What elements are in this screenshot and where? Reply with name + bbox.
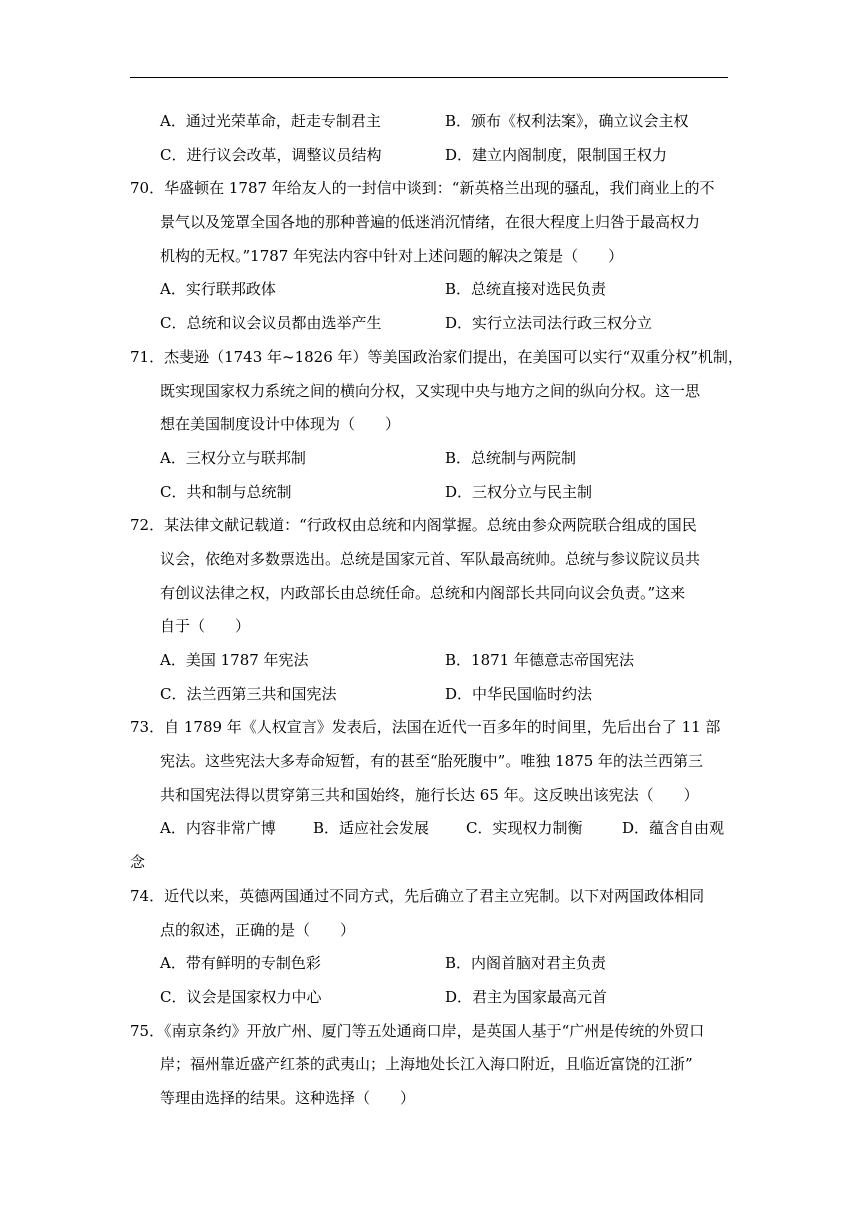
q72-stem-line: 有创议法律之权，内政部长由总统任命。总统和内阁部长共同向议会负责。”这来 (160, 583, 686, 602)
q74-option-d[interactable]: D．君主为国家最高元首 (445, 987, 608, 1006)
q74-option-a[interactable]: A．带有鲜明的专制色彩 (160, 954, 321, 973)
q70-option-d[interactable]: D．实行立法司法行政三权分立 (445, 314, 653, 333)
q73-stem-line: 共和国宪法得以贯穿第三共和国始终，施行长达 65 年。这反映出该宪法（ ） (160, 785, 699, 804)
q69-option-d[interactable]: D．建立内阁制度，限制国王权力 (445, 145, 668, 164)
q71-options-row-1 (130, 442, 730, 476)
q75-stem-line: 等理由选择的结果。这种选择（ ） (160, 1088, 416, 1107)
q73-stem-line: 73．自 1789 年《人权宣言》发表后，法国在近代一百多年的时间里，先后出台了 11 部 (130, 718, 721, 737)
q70-options-row-2 (130, 307, 730, 341)
q75-stem-line: 75．《南京条约》开放广州、厦门等五处通商口岸，是英国人基于“广州是传统的外贸口 (130, 1021, 705, 1040)
q72-option-b[interactable]: B．1871 年德意志帝国宪法 (445, 651, 634, 669)
q70-options-row-1 (130, 273, 730, 307)
q70-option-a[interactable]: A．实行联邦政体 (160, 280, 276, 299)
q73-option-c[interactable]: C．实现权力制衡 (466, 819, 583, 838)
q73-option-b[interactable]: B．适应社会发展 (313, 819, 430, 838)
q73-options-row (130, 812, 730, 846)
q74-options-row-1 (130, 947, 730, 981)
q69-option-c[interactable]: C．进行议会改革，调整议员结构 (160, 145, 382, 164)
exam-page-content (130, 105, 743, 1116)
q75-stem-line: 岸；福州靠近盛产红茶的武夷山；上海地处长江入海口附近，且临近富饶的江浙” (160, 1055, 693, 1074)
q73-option-d-wrap: 念 (130, 853, 146, 872)
question-72 (130, 509, 730, 711)
q71-option-b[interactable]: B．总统制与两院制 (445, 448, 577, 467)
q69-options-row-2 (130, 139, 730, 173)
q72-option-a[interactable]: A．美国 1787 年宪法 (160, 651, 309, 669)
question-75 (130, 1015, 730, 1116)
question-73 (130, 711, 730, 879)
q69-option-a[interactable]: A．通过光荣革命，赶走专制君主 (160, 112, 381, 130)
q73-option-d[interactable]: D．蕴含自由观 (622, 819, 725, 838)
question-74 (130, 880, 730, 1015)
q72-stem-line: 自于（ ） (160, 617, 251, 636)
q70-stem-line: 70．华盛顿在 1787 年给友人的一封信中谈到：“新英格兰出现的骚乱，我们商业上的不 (130, 179, 715, 198)
q70-option-c[interactable]: C．总统和议会议员都由选举产生 (160, 314, 382, 333)
q71-stem-line: 既实现国家权力系统之间的横向分权，又实现中央与地方之间的纵向分权。这一思 (160, 381, 701, 400)
q69-option-b[interactable]: B．颁布《权利法案》，确立议会主权 (445, 112, 689, 130)
q72-options-row-1 (130, 644, 730, 678)
q73-stem-line: 宪法。这些宪法大多寿命短暂，有的甚至“胎死腹中”。唯独 1875 年的法兰西第三 (160, 752, 704, 771)
question-70 (130, 172, 730, 340)
q73-option-a[interactable]: A．内容非常广博 (160, 819, 276, 838)
q70-stem-line: 机构的无权。”1787 年宪法内容中针对上述问题的解决之策是（ ） (160, 246, 624, 265)
q74-option-b[interactable]: B．内阁首脑对君主负责 (445, 954, 607, 973)
q71-stem-line: 想在美国制度设计中体现为（ ） (160, 415, 401, 434)
header-rule (130, 77, 728, 78)
q71-option-a[interactable]: A．三权分立与联邦制 (160, 448, 306, 467)
q69-options-row-1 (130, 105, 730, 139)
q70-option-b[interactable]: B．总统直接对选民负责 (445, 280, 607, 299)
q74-options-row-2 (130, 981, 730, 1015)
q70-stem-line: 景气以及笼罩全国各地的那种普遍的低迷消沉情绪，在很大程度上归咎于最高权力 (160, 213, 701, 232)
q72-stem-line: 72．某法律文献记载道：“行政权由总统和内阁掌握。总统由参众两院联合组成的国民 (130, 516, 697, 535)
q74-option-c[interactable]: C．议会是国家权力中心 (160, 987, 322, 1006)
q74-stem-line: 点的叙述，正确的是（ ） (160, 920, 356, 939)
q71-option-c[interactable]: C．共和制与总统制 (160, 482, 292, 501)
q74-stem-line: 74．近代以来，英德两国通过不同方式，先后确立了君主立宪制。以下对两国政体相同 (130, 886, 705, 905)
q72-stem-line: 议会，依绝对多数票选出。总统是国家元首、军队最高统帅。总统与参议院议员共 (160, 549, 701, 568)
q71-option-d[interactable]: D．三权分立与民主制 (445, 482, 593, 501)
question-71 (130, 341, 743, 509)
q72-option-c[interactable]: C．法兰西第三共和国宪法 (160, 684, 337, 703)
q72-options-row-2 (130, 678, 730, 712)
q71-stem-line: 71．杰斐逊（1743 年~1826 年）等美国政治家们提出，在美国可以实行“双重分权”机制， (130, 347, 743, 366)
q71-options-row-2 (130, 476, 730, 510)
q72-option-d[interactable]: D．中华民国临时约法 (445, 684, 593, 703)
